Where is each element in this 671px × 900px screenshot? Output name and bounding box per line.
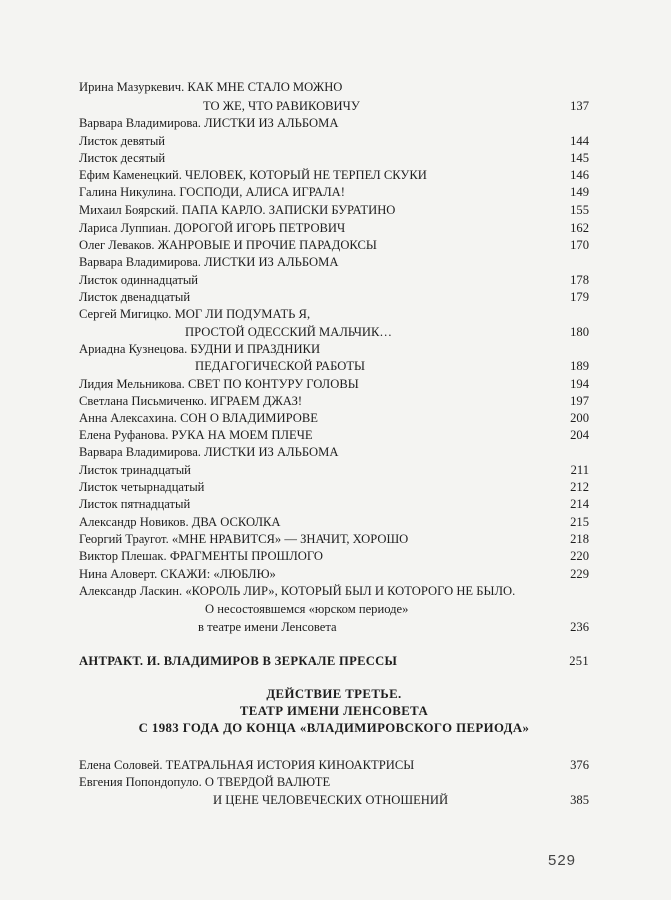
toc-entry — [79, 530, 589, 548]
toc-entry — [79, 271, 589, 289]
entry-page-number: 229 — [570, 567, 589, 581]
entry-title: ТО ЖЕ, ЧТО РАВИКОВИЧУ — [203, 99, 360, 113]
entry-page-number: 179 — [570, 290, 589, 304]
toc-entry — [79, 219, 589, 237]
entry-page-number: 145 — [570, 151, 589, 165]
entry-title: ПРОСТОЙ ОДЕССКИЙ МАЛЬЧИК… — [185, 325, 392, 339]
toc-entry — [79, 461, 589, 479]
entry-title: Лариса Луппиан. ДОРОГОЙ ИГОРЬ ПЕТРОВИЧ — [79, 221, 346, 235]
entry-page-number: 170 — [570, 238, 589, 252]
act-three-line1: ДЕЙСТВИЕ ТРЕТЬЕ. — [266, 687, 402, 701]
entry-page-number: 200 — [570, 411, 589, 425]
toc-entry — [79, 149, 589, 167]
toc-entry — [79, 253, 589, 271]
entry-title: Варвара Владимирова. ЛИСТКИ ИЗ АЛЬБОМА — [79, 445, 339, 459]
entry-title: Варвара Владимирова. ЛИСТКИ ИЗ АЛЬБОМА — [79, 255, 339, 269]
entry-title: Светлана Письмиченко. ИГРАЕМ ДЖАЗ! — [79, 394, 303, 408]
entry-title: Нина Аловерт. СКАЖИ: «ЛЮБЛЮ» — [79, 567, 276, 581]
act-three-line3: С 1983 ГОДА ДО КОНЦА «ВЛАДИМИРОВСКОГО ПЕРИОДА» — [138, 721, 530, 735]
entry-title: Листок девятый — [79, 134, 166, 148]
entry-title: Георгий Траугот. «МНЕ НРАВИТСЯ» — ЗНАЧИТ, ХОРОШО — [79, 532, 409, 546]
entry-page-number: 220 — [570, 549, 589, 563]
toc-entry — [79, 288, 589, 306]
page-number: 529 — [548, 852, 577, 869]
entry-title: в театре имени Ленсовета — [198, 620, 337, 634]
entry-title: О несостоявшемся «юрском периоде» — [205, 602, 409, 616]
entry-page-number: 162 — [570, 221, 589, 235]
entry-page-number: 215 — [570, 515, 589, 529]
toc-entry — [79, 756, 589, 774]
entry-title: Ирина Мазуркевич. КАК МНЕ СТАЛО МОЖНО — [79, 80, 343, 94]
toc-entry — [79, 78, 589, 96]
entry-title: Листок десятый — [79, 151, 166, 165]
toc-entry — [195, 357, 589, 375]
toc-entry — [79, 426, 589, 444]
entry-page-number: 180 — [570, 325, 589, 339]
entry-title: Виктор Плешак. ФРАГМЕНТЫ ПРОШЛОГО — [79, 549, 323, 563]
entry-title: Евгения Попондопуло. О ТВЕРДОЙ ВАЛЮТЕ — [79, 775, 331, 789]
entry-page-number: 178 — [570, 273, 589, 287]
entry-title: Ариадна Кузнецова. БУДНИ И ПРАЗДНИКИ — [79, 342, 321, 356]
entry-title: Лидия Мельникова. СВЕТ ПО КОНТУРУ ГОЛОВЫ — [79, 377, 359, 391]
toc-entry — [79, 773, 589, 791]
toc-entry — [79, 513, 589, 531]
entry-page-number: 137 — [570, 99, 589, 113]
toc-entry — [79, 392, 589, 410]
entry-page-number: 251 — [569, 654, 589, 668]
entry-page-number: 214 — [570, 497, 589, 511]
entry-title: Александр Ласкин. «КОРОЛЬ ЛИР», КОТОРЫЙ БЫЛ И КОТОРОГО НЕ БЫЛО. — [79, 584, 516, 598]
toc-entry — [185, 323, 589, 341]
toc-entry — [79, 409, 589, 427]
toc-entry — [213, 791, 589, 809]
entry-page-number: 376 — [570, 758, 589, 772]
toc-entry — [79, 201, 589, 219]
toc-entry — [198, 618, 589, 636]
entry-title: Александр Новиков. ДВА ОСКОЛКА — [79, 515, 281, 529]
entry-page-number: 155 — [570, 203, 589, 217]
toc-entry — [79, 340, 589, 358]
entry-page-number: 189 — [570, 359, 589, 373]
entry-title: Олег Леваков. ЖАНРОВЫЕ И ПРОЧИЕ ПАРАДОКСЫ — [79, 238, 377, 252]
entry-title: Елена Соловей. ТЕАТРАЛЬНАЯ ИСТОРИЯ КИНОАКТРИСЫ — [79, 758, 415, 772]
toc-entry — [79, 183, 589, 201]
intermission-entry — [79, 652, 589, 670]
entry-title: Листок тринадцатый — [79, 463, 191, 477]
toc-entry — [79, 443, 589, 461]
entry-title: Варвара Владимирова. ЛИСТКИ ИЗ АЛЬБОМА — [79, 116, 339, 130]
entry-page-number: 218 — [570, 532, 589, 546]
act-three-line2: ТЕАТР ИМЕНИ ЛЕНСОВЕТА — [239, 704, 429, 718]
intermission-title: АНТРАКТ. И. ВЛАДИМИРОВ В ЗЕРКАЛЕ ПРЕССЫ — [79, 654, 398, 668]
entry-page-number: 146 — [570, 168, 589, 182]
toc-entry — [79, 166, 589, 184]
entry-page-number: 211 — [570, 463, 589, 477]
entry-title: Елена Руфанова. РУКА НА МОЕМ ПЛЕЧЕ — [79, 428, 313, 442]
toc-entry — [79, 132, 589, 150]
toc-entry — [79, 305, 589, 323]
entry-title: Листок четырнадцатый — [79, 480, 205, 494]
toc-entry — [79, 582, 589, 600]
toc-entry — [79, 114, 589, 132]
entry-title: Михаил Боярский. ПАПА КАРЛО. ЗАПИСКИ БУРАТИНО — [79, 203, 396, 217]
entry-page-number: 212 — [570, 480, 589, 494]
entry-title: Анна Алексахина. СОН О ВЛАДИМИРОВЕ — [79, 411, 318, 425]
entry-page-number: 194 — [570, 377, 589, 391]
entry-title: Листок пятнадцатый — [79, 497, 191, 511]
toc-entry — [79, 495, 589, 513]
entry-title: И ЦЕНЕ ЧЕЛОВЕЧЕСКИХ ОТНОШЕНИЙ — [213, 793, 449, 807]
entry-page-number: 197 — [570, 394, 589, 408]
toc-entry — [79, 236, 589, 254]
act-three-heading — [79, 686, 589, 737]
toc-entry — [205, 600, 589, 618]
entry-title: ПЕДАГОГИЧЕСКОЙ РАБОТЫ — [195, 359, 366, 373]
entry-page-number: 204 — [570, 428, 589, 442]
toc-entry — [79, 565, 589, 583]
toc-entry — [79, 547, 589, 565]
toc-entry — [79, 375, 589, 393]
toc-entry — [79, 478, 589, 496]
entry-page-number: 144 — [570, 134, 589, 148]
entry-page-number: 236 — [570, 620, 589, 634]
entry-title: Сергей Мигицко. МОГ ЛИ ПОДУМАТЬ Я, — [79, 307, 311, 321]
entry-page-number: 149 — [570, 185, 589, 199]
entry-title: Ефим Каменецкий. ЧЕЛОВЕК, КОТОРЫЙ НЕ ТЕРПЕЛ СКУКИ — [79, 168, 427, 182]
toc-entry — [203, 97, 589, 115]
entry-title: Галина Никулина. ГОСПОДИ, АЛИСА ИГРАЛА! — [79, 185, 345, 199]
entry-page-number: 385 — [570, 793, 589, 807]
entry-title: Листок одиннадцатый — [79, 273, 199, 287]
entry-title: Листок двенадцатый — [79, 290, 191, 304]
